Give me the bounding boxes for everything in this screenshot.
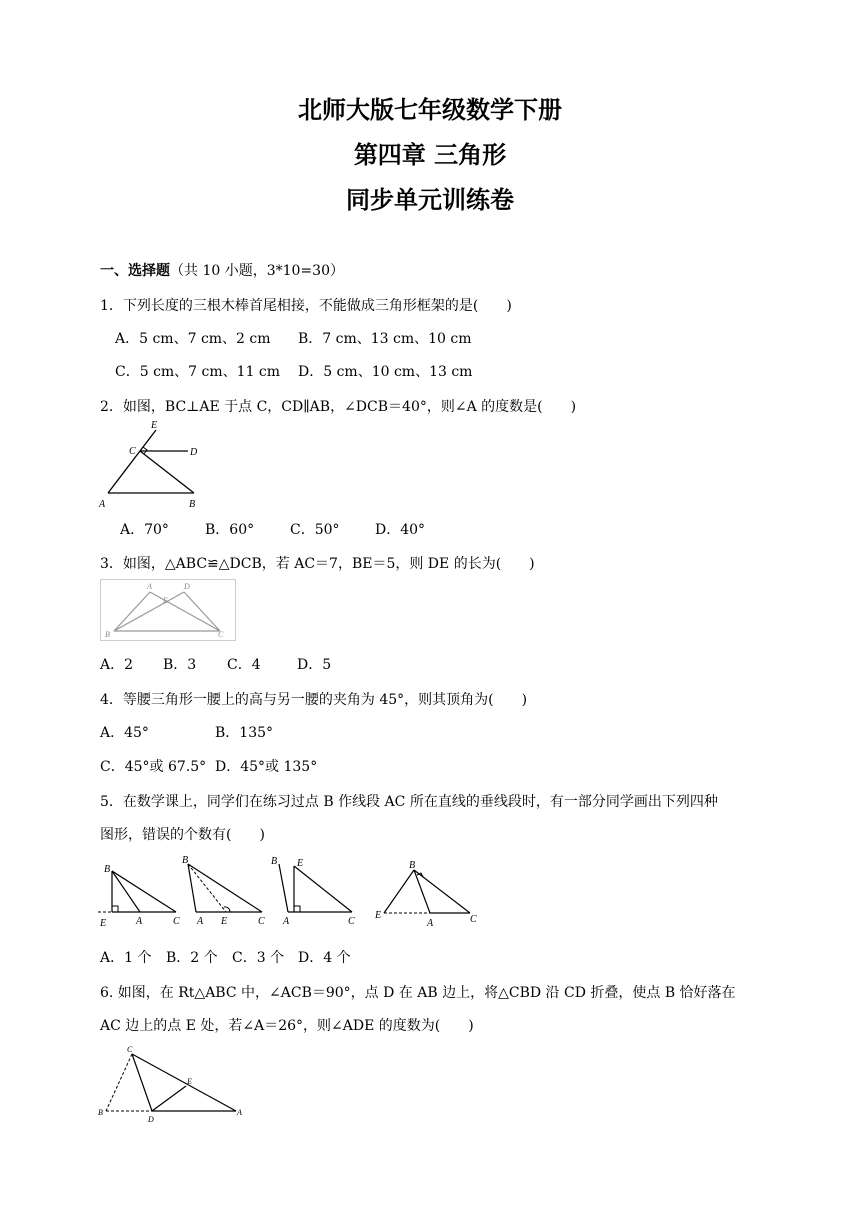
q3-figure xyxy=(100,579,236,641)
section-label: 一、选择题 xyxy=(100,263,170,279)
q6-label-d: D xyxy=(148,1115,154,1124)
section-header xyxy=(100,260,344,280)
q5-figure-1 xyxy=(96,858,191,930)
q2-option-b: B．60° xyxy=(205,522,255,538)
q6-figure xyxy=(96,1042,256,1124)
q1-option-a: A．5 cm、7 cm、2 cm xyxy=(115,331,271,347)
question-5-stem-line1: 5．在数学课上，同学们在练习过点 B 作线段 AC 所在直线的垂线段时，有一部分同学画出下列四种 xyxy=(100,794,718,810)
q3-option-c: C．4 xyxy=(227,657,261,673)
q4-option-d: D．45°或 135° xyxy=(215,759,318,775)
q4-option-a: A．45° xyxy=(100,725,149,741)
q5-figure-4 xyxy=(372,858,484,930)
q5-figure-3 xyxy=(266,852,360,928)
question-6-stem-line2: AC 边上的点 E 处，若∠A＝26°，则∠ADE 的度数为( ) xyxy=(100,1018,474,1034)
q5f3-label-c: C xyxy=(348,916,355,927)
q3-label-d: D xyxy=(184,582,190,591)
q2-label-d: D xyxy=(190,447,198,458)
q5-option-b: B．2 个 xyxy=(166,950,218,966)
q6-label-e: E xyxy=(187,1077,192,1086)
q1-option-d: D．5 cm、10 cm、13 cm xyxy=(298,364,473,380)
q3-label-c: C xyxy=(218,630,224,639)
q1-option-c: C．5 cm、7 cm、11 cm xyxy=(115,364,281,380)
q2-option-c: C．50° xyxy=(290,522,340,538)
q5-option-c: C．3 个 xyxy=(232,950,285,966)
q5f4-label-a: A xyxy=(427,918,434,929)
unit-title: 同步单元训练卷 xyxy=(346,186,514,214)
q5f3-label-e: E xyxy=(297,858,304,869)
q5f2-label-e: E xyxy=(221,916,228,927)
q4-option-b: B．135° xyxy=(215,725,274,741)
q5-option-a: A．1 个 xyxy=(100,950,152,966)
q2-label-b: B xyxy=(189,499,196,510)
question-1-stem: 1．下列长度的三根木棒首尾相接，不能做成三角形框架的是( ) xyxy=(100,298,512,314)
q5f1-label-a: A xyxy=(136,916,143,927)
q5f4-label-c: C xyxy=(470,914,477,925)
q5f1-label-e: E xyxy=(100,918,107,929)
q3-option-b: B．3 xyxy=(163,657,197,673)
q5f2-label-a: A xyxy=(197,916,204,927)
question-5-stem-line2: 图形，错误的个数有( ) xyxy=(100,827,265,843)
q5f4-label-e: E xyxy=(375,910,382,921)
q5f3-label-a: A xyxy=(283,916,290,927)
doc-title: 北师大版七年级数学下册 xyxy=(298,96,562,124)
q3-label-b: B xyxy=(105,630,110,639)
q6-label-c: C xyxy=(127,1045,133,1054)
q6-label-b: B xyxy=(98,1108,103,1117)
q2-option-d: D．40° xyxy=(375,522,426,538)
q5f2-label-c: C xyxy=(258,916,265,927)
question-6-stem-line1: 6. 如图，在 Rt△ABC 中，∠ACB＝90°，点 D 在 AB 边上，将△CBD 沿 CD 折叠，使点 B 恰好落在 xyxy=(100,985,736,1001)
q2-label-a: A xyxy=(99,499,106,510)
chapter-title: 第四章 三角形 xyxy=(353,141,507,169)
q2-option-a: A．70° xyxy=(120,522,169,538)
q5f1-label-c: C xyxy=(173,916,180,927)
q6-label-a: A xyxy=(237,1108,242,1117)
q5f2-label-b: B xyxy=(182,855,189,866)
q5-option-d: D．4 个 xyxy=(298,950,351,966)
q3-label-e: E xyxy=(163,596,168,605)
q2-figure xyxy=(96,418,216,513)
q5-figure-2 xyxy=(178,852,270,928)
q1-option-b: B．7 cm、13 cm、10 cm xyxy=(298,331,472,347)
q2-label-e: E xyxy=(151,420,158,431)
q2-label-c: C xyxy=(129,446,136,457)
q5f4-label-b: B xyxy=(409,860,416,871)
q4-option-c: C．45°或 67.5° xyxy=(100,759,207,775)
q5f1-label-b: B xyxy=(104,864,111,875)
section-note: （共 10 小题，3*10=30） xyxy=(170,263,344,279)
question-2-stem: 2．如图，BC⊥AE 于点 C，CD∥AB，∠DCB＝40°，则∠A 的度数是( ) xyxy=(100,399,577,415)
q3-label-a: A xyxy=(147,582,152,591)
question-4-stem: 4．等腰三角形一腰上的高与另一腰的夹角为 45°，则其顶角为( ) xyxy=(100,692,528,708)
question-3-stem: 3．如图，△ABC≌△DCB，若 AC＝7，BE＝5，则 DE 的长为( ) xyxy=(100,556,535,572)
q5f3-label-b: B xyxy=(271,856,278,867)
q3-option-a: A．2 xyxy=(100,657,134,673)
q3-option-d: D．5 xyxy=(297,657,332,673)
